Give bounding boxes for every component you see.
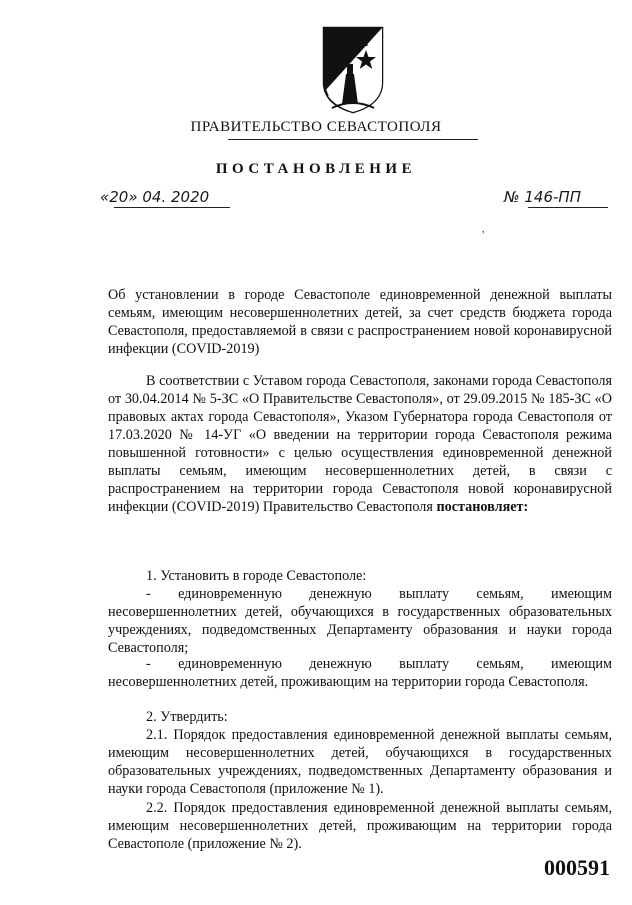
item-2-1: 2.1. Порядок предоставления единовременной денежной выплаты семьям, имеющим несовершеннолетних детей, обучающихся в государственных образовательных учреждениях, подведомственных Департаменту образования и науки города Севастополя (приложение № 1). bbox=[108, 727, 612, 797]
basis-bold: постановляет: bbox=[436, 499, 529, 515]
divider bbox=[228, 139, 478, 140]
item-1: 1. Установить в городе Севастополе: bbox=[146, 568, 367, 584]
document-number: № 146-ПП bbox=[504, 188, 581, 206]
item-1b: - единовременную денежную выплату семьям, имеющим несовершеннолетних детей, проживающим на территории города Севастополя. bbox=[108, 656, 612, 690]
preamble: Об установлении в городе Севастополе единовременной денежной выплаты семьям, имеющим несовершеннолетних детей, за счет средств бюджета города Севастополя, предоставляемой в связи с распространением новой коронавирусной инфекции (COVID-2019) bbox=[108, 287, 612, 357]
date-underline bbox=[114, 207, 230, 208]
item-2: 2. Утвердить: bbox=[146, 709, 228, 725]
number-underline bbox=[528, 207, 608, 208]
basis-text: В соответствии с Уставом города Севастополя, законами города Севастополя от 30.04.2014 № 5-ЗС «О Правительстве Севастополя», от 29.09.2015 № 185-ЗС «О правовых актах города Севастополя», Указом Губернатора города Севастополя от 17.03.2020 № 14-УГ «О введении на территории города Севастополя режима повышенной готовности» с целью осуществления единовременной денежной выплаты семьям, имеющим несовершеннолетних детей, в связи с распространением на территории города Севастополя новой коронавирусной инфекции (COVID-2019) Правительство Севастополя bbox=[108, 373, 612, 515]
sevastopol-coat-of-arms bbox=[318, 22, 388, 114]
item-1a: - единовременную денежную выплату семьям, имеющим несовершеннолетних детей, обучающихся в государственных образовательных учреждениях, подведомственных Департаменту образования и науки города Севастополя; bbox=[108, 586, 612, 656]
mark: , bbox=[482, 224, 485, 235]
serial-number: 000591 bbox=[544, 855, 610, 880]
document-title: ПОСТАНОВЛЕНИЕ bbox=[215, 161, 417, 177]
document-date: «20» 04. 2020 bbox=[100, 188, 210, 206]
basis-paragraph bbox=[108, 372, 612, 516]
government-name: ПРАВИТЕЛЬСТВО СЕВАСТОПОЛЯ bbox=[190, 119, 442, 135]
item-2-2: 2.2. Порядок предоставления единовременной денежной выплаты семьям, имеющим несовершеннолетних детей, проживающим на территории города Севастополе (приложение № 2). bbox=[108, 800, 612, 852]
